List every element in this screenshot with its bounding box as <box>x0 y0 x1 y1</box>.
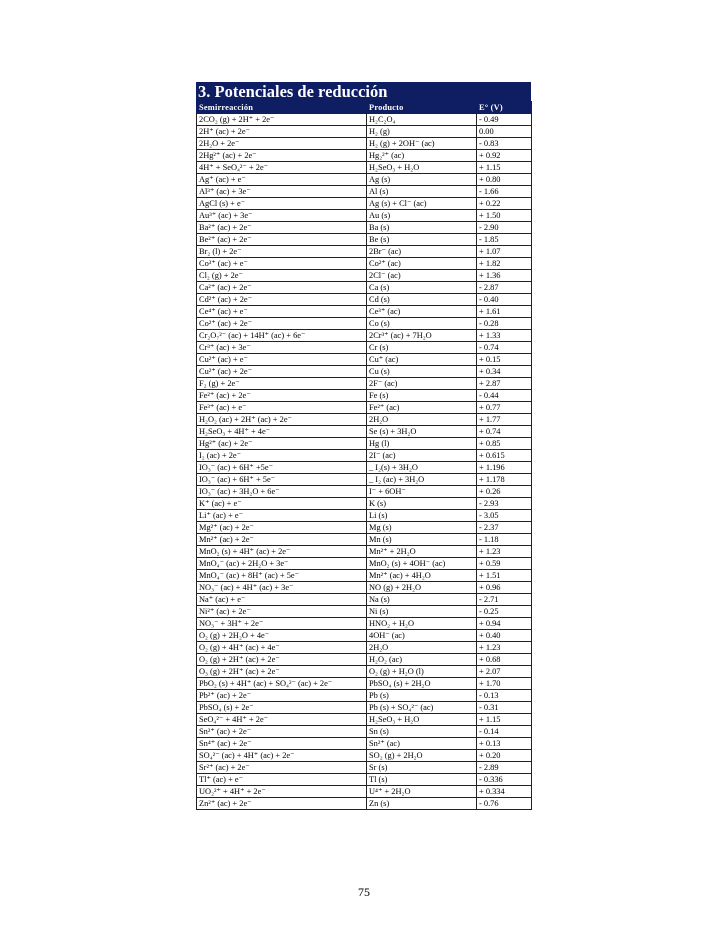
table-row <box>197 330 532 342</box>
half-reaction-cell: Ag⁺ (ac) + e⁻ <box>197 174 367 186</box>
half-reaction-cell: Cd²⁺ (ac) + 2e⁻ <box>197 294 367 306</box>
potential-cell: + 1.23 <box>477 546 532 558</box>
table-row <box>197 210 532 222</box>
half-reaction-cell: H₂SeO₃ + 4H⁺ + 4e⁻ <box>197 426 367 438</box>
product-cell: Na (s) <box>367 594 477 606</box>
product-cell: NO (g) + 2H₂O <box>367 582 477 594</box>
table-row <box>197 366 532 378</box>
product-cell: Li (s) <box>367 510 477 522</box>
half-reaction-cell: NO₃⁻ (ac) + 4H⁺ (ac) + 3e⁻ <box>197 582 367 594</box>
product-cell: U⁴⁺ + 2H₂O <box>367 786 477 798</box>
table-row <box>197 546 532 558</box>
table-row <box>197 306 532 318</box>
potential-cell: - 0.28 <box>477 318 532 330</box>
potential-cell: - 2.71 <box>477 594 532 606</box>
table-row <box>197 702 532 714</box>
potential-cell: + 0.92 <box>477 150 532 162</box>
potential-cell: + 0.68 <box>477 654 532 666</box>
potential-cell: - 0.336 <box>477 774 532 786</box>
product-cell: Mn (s) <box>367 534 477 546</box>
half-reaction-cell: Fe²⁺ (ac) + 2e⁻ <box>197 390 367 402</box>
table-body <box>197 114 532 810</box>
half-reaction-cell: Pb²⁺ (ac) + 2e⁻ <box>197 690 367 702</box>
table-row <box>197 198 532 210</box>
product-cell: Sn (s) <box>367 726 477 738</box>
product-cell: Ag (s) + Cl⁻ (ac) <box>367 198 477 210</box>
table-row <box>197 402 532 414</box>
half-reaction-cell: Co²⁺ (ac) + 2e⁻ <box>197 318 367 330</box>
product-cell: Cu (s) <box>367 366 477 378</box>
product-cell: Mn²⁺ (ac) + 4H₂O <box>367 570 477 582</box>
table-row <box>197 738 532 750</box>
half-reaction-cell: O₂ (g) + 2H₂O + 4e⁻ <box>197 630 367 642</box>
potential-cell: - 2.37 <box>477 522 532 534</box>
potential-cell: + 1.196 <box>477 462 532 474</box>
table-row <box>197 174 532 186</box>
half-reaction-cell: PbSO₄ (s) + 2e⁻ <box>197 702 367 714</box>
potential-cell: - 2.90 <box>477 222 532 234</box>
half-reaction-cell: F₂ (g) + 2e⁻ <box>197 378 367 390</box>
product-cell: Au (s) <box>367 210 477 222</box>
product-cell: MnO₂ (s) + 4OH⁻ (ac) <box>367 558 477 570</box>
potential-cell: + 1.07 <box>477 246 532 258</box>
table-row <box>197 678 532 690</box>
half-reaction-cell: K⁺ (ac) + e⁻ <box>197 498 367 510</box>
half-reaction-cell: IO₃⁻ (ac) + 6H⁺ + 5e⁻ <box>197 474 367 486</box>
half-reaction-cell: Ca²⁺ (ac) + 2e⁻ <box>197 282 367 294</box>
product-cell: 2H₂O <box>367 414 477 426</box>
product-cell: H₂SeO₃ + H₂O <box>367 162 477 174</box>
half-reaction-cell: Tl⁺ (ac) + e⁻ <box>197 774 367 786</box>
table-row <box>197 426 532 438</box>
product-cell: Pb (s) <box>367 690 477 702</box>
potential-cell: + 0.85 <box>477 438 532 450</box>
product-cell: Cr (s) <box>367 342 477 354</box>
table-row <box>197 798 532 810</box>
table-row <box>197 342 532 354</box>
half-reaction-cell: Mg²⁺ (ac) + 2e⁻ <box>197 522 367 534</box>
document-page <box>196 82 531 810</box>
product-cell: H₂ (g) <box>367 126 477 138</box>
potential-cell: + 1.77 <box>477 414 532 426</box>
half-reaction-cell: Ni²⁺ (ac) + 2e⁻ <box>197 606 367 618</box>
half-reaction-cell: Zn²⁺ (ac) + 2e⁻ <box>197 798 367 810</box>
product-cell: Tl (s) <box>367 774 477 786</box>
potential-cell: - 2.93 <box>477 498 532 510</box>
table-row <box>197 234 532 246</box>
table-row <box>197 378 532 390</box>
product-cell: I⁻ + 6OH⁻ <box>367 486 477 498</box>
potential-cell: + 1.15 <box>477 162 532 174</box>
page-number: 75 <box>358 885 370 899</box>
product-cell: K (s) <box>367 498 477 510</box>
product-cell: Be (s) <box>367 234 477 246</box>
half-reaction-cell: IO₃⁻ (ac) + 6H⁺ +5e⁻ <box>197 462 367 474</box>
potential-cell: - 0.76 <box>477 798 532 810</box>
table-row <box>197 222 532 234</box>
potential-cell: + 0.615 <box>477 450 532 462</box>
table-row <box>197 318 532 330</box>
table-row <box>197 594 532 606</box>
table-row <box>197 606 532 618</box>
potential-cell: + 0.15 <box>477 354 532 366</box>
product-cell: H₂O₂ (ac) <box>367 654 477 666</box>
half-reaction-cell: Cu²⁺ (ac) + 2e⁻ <box>197 366 367 378</box>
product-cell: H₂SeO₃ + H₂O <box>367 714 477 726</box>
product-cell: Se (s) + 3H₂O <box>367 426 477 438</box>
half-reaction-cell: Br₂ (l) + 2e⁻ <box>197 246 367 258</box>
table-row <box>197 486 532 498</box>
product-cell: SO₂ (g) + 2H₂O <box>367 750 477 762</box>
potential-cell: + 1.70 <box>477 678 532 690</box>
product-cell: 2H₂O <box>367 642 477 654</box>
half-reaction-cell: 2H⁺ (ac) + 2e⁻ <box>197 126 367 138</box>
table-row <box>197 762 532 774</box>
half-reaction-cell: Cr₂O₇²⁻ (ac) + 14H⁺ (ac) + 6e⁻ <box>197 330 367 342</box>
table-row <box>197 726 532 738</box>
half-reaction-cell: AgCl (s) + e⁻ <box>197 198 367 210</box>
half-reaction-cell: Cl₂ (g) + 2e⁻ <box>197 270 367 282</box>
table-row <box>197 282 532 294</box>
table-row <box>197 390 532 402</box>
product-cell: Ag (s) <box>367 174 477 186</box>
product-cell: Cu⁺ (ac) <box>367 354 477 366</box>
table-row <box>197 750 532 762</box>
table-row <box>197 654 532 666</box>
product-cell: _ I₂(s) + 3H₂O <box>367 462 477 474</box>
potential-cell: - 2.87 <box>477 282 532 294</box>
half-reaction-cell: Ce⁴⁺ (ac) + e⁻ <box>197 306 367 318</box>
product-cell: 2Cr³⁺ (ac) + 7H₂O <box>367 330 477 342</box>
potential-cell: - 0.83 <box>477 138 532 150</box>
product-cell: O₂ (g) + H₂O (l) <box>367 666 477 678</box>
half-reaction-cell: Hg²⁺ (ac) + 2e⁻ <box>197 438 367 450</box>
product-cell: Mg (s) <box>367 522 477 534</box>
header-semirreaccion: Semirreacción <box>197 102 367 114</box>
potential-cell: + 1.51 <box>477 570 532 582</box>
half-reaction-cell: Li⁺ (ac) + e⁻ <box>197 510 367 522</box>
potential-cell: - 0.49 <box>477 114 532 126</box>
table-row <box>197 618 532 630</box>
half-reaction-cell: H₂O₂ (ac) + 2H⁺ (ac) + 2e⁻ <box>197 414 367 426</box>
potential-cell: - 0.40 <box>477 294 532 306</box>
potential-cell: - 2.89 <box>477 762 532 774</box>
product-cell: 4OH⁻ (ac) <box>367 630 477 642</box>
product-cell: H₂C₂O₄ <box>367 114 477 126</box>
table-row <box>197 534 532 546</box>
potential-cell: - 1.66 <box>477 186 532 198</box>
product-cell: Co²⁺ (ac) <box>367 258 477 270</box>
potential-cell: + 2.87 <box>477 378 532 390</box>
half-reaction-cell: UO₂²⁺ + 4H⁺ + 2e⁻ <box>197 786 367 798</box>
product-cell: Cd (s) <box>367 294 477 306</box>
potential-cell: 0.00 <box>477 126 532 138</box>
potential-cell: - 0.14 <box>477 726 532 738</box>
table-row <box>197 510 532 522</box>
half-reaction-cell: 2H₂O + 2e⁻ <box>197 138 367 150</box>
product-cell: Hg₂²⁺ (ac) <box>367 150 477 162</box>
potential-cell: + 0.40 <box>477 630 532 642</box>
table-row <box>197 714 532 726</box>
half-reaction-cell: 2Hg²⁺ (ac) + 2e⁻ <box>197 150 367 162</box>
potential-cell: + 0.96 <box>477 582 532 594</box>
product-cell: HNO₂ + H₂O <box>367 618 477 630</box>
product-cell: Al (s) <box>367 186 477 198</box>
half-reaction-cell: Fe³⁺ (ac) + e⁻ <box>197 402 367 414</box>
half-reaction-cell: MnO₄⁻ (ac) + 8H⁺ (ac) + 5e⁻ <box>197 570 367 582</box>
potential-cell: + 0.80 <box>477 174 532 186</box>
potential-cell: - 0.13 <box>477 690 532 702</box>
half-reaction-cell: Ba²⁺ (ac) + 2e⁻ <box>197 222 367 234</box>
table-row <box>197 138 532 150</box>
product-cell: Zn (s) <box>367 798 477 810</box>
potential-cell: - 0.44 <box>477 390 532 402</box>
half-reaction-cell: O₃ (g) + 2H⁺ (ac) + 2e⁻ <box>197 666 367 678</box>
potential-cell: + 0.334 <box>477 786 532 798</box>
header-producto: Producto <box>367 102 477 114</box>
half-reaction-cell: SO₄²⁻ (ac) + 4H⁺ (ac) + 2e⁻ <box>197 750 367 762</box>
table-row <box>197 774 532 786</box>
potential-cell: + 1.15 <box>477 714 532 726</box>
half-reaction-cell: Cu²⁺ (ac) + e⁻ <box>197 354 367 366</box>
product-cell: 2F⁻ (ac) <box>367 378 477 390</box>
potential-cell: + 0.34 <box>477 366 532 378</box>
half-reaction-cell: Sn²⁺ (ac) + 2e⁻ <box>197 726 367 738</box>
potential-cell: - 0.25 <box>477 606 532 618</box>
potential-cell: + 1.36 <box>477 270 532 282</box>
product-cell: Pb (s) + SO₄²⁻ (ac) <box>367 702 477 714</box>
half-reaction-cell: PbO₂ (s) + 4H⁺ (ac) + SO₄²⁻ (ac) + 2e⁻ <box>197 678 367 690</box>
table-row <box>197 150 532 162</box>
table-row <box>197 522 532 534</box>
table-row <box>197 114 532 126</box>
product-cell: 2Cl⁻ (ac) <box>367 270 477 282</box>
half-reaction-cell: MnO₄⁻ (ac) + 2H₂O + 3e⁻ <box>197 558 367 570</box>
potential-cell: + 0.77 <box>477 402 532 414</box>
product-cell: Ca (s) <box>367 282 477 294</box>
product-cell: Hg (l) <box>367 438 477 450</box>
potential-cell: + 0.22 <box>477 198 532 210</box>
potential-cell: + 0.74 <box>477 426 532 438</box>
potential-cell: + 0.94 <box>477 618 532 630</box>
half-reaction-cell: O₂ (g) + 2H⁺ (ac) + 2e⁻ <box>197 654 367 666</box>
half-reaction-cell: NO₃⁻ + 3H⁺ + 2e⁻ <box>197 618 367 630</box>
table-row <box>197 666 532 678</box>
potential-cell: - 1.85 <box>477 234 532 246</box>
potential-cell: + 1.23 <box>477 642 532 654</box>
potential-cell: - 0.31 <box>477 702 532 714</box>
half-reaction-cell: Cr³⁺ (ac) + 3e⁻ <box>197 342 367 354</box>
half-reaction-cell: MnO₂ (s) + 4H⁺ (ac) + 2e⁻ <box>197 546 367 558</box>
potential-cell: + 0.59 <box>477 558 532 570</box>
table-row <box>197 270 532 282</box>
half-reaction-cell: Be²⁺ (ac) + 2e⁻ <box>197 234 367 246</box>
potential-cell: + 1.50 <box>477 210 532 222</box>
table-row <box>197 642 532 654</box>
potential-cell: + 0.20 <box>477 750 532 762</box>
table-row <box>197 126 532 138</box>
table-row <box>197 462 532 474</box>
half-reaction-cell: IO₃⁻ (ac) + 3H₂O + 6e⁻ <box>197 486 367 498</box>
table-row <box>197 186 532 198</box>
half-reaction-cell: 4H⁺ + SeO₄²⁻ + 2e⁻ <box>197 162 367 174</box>
table-row <box>197 258 532 270</box>
potential-cell: + 0.26 <box>477 486 532 498</box>
product-cell: Ba (s) <box>367 222 477 234</box>
half-reaction-cell: Sr²⁺ (ac) + 2e⁻ <box>197 762 367 774</box>
table-row <box>197 690 532 702</box>
product-cell: 2Br⁻ (ac) <box>367 246 477 258</box>
product-cell: PbSO₄ (s) + 2H₂O <box>367 678 477 690</box>
product-cell: H₂ (g) + 2OH⁻ (ac) <box>367 138 477 150</box>
table-row <box>197 354 532 366</box>
table-header-row <box>197 102 532 114</box>
product-cell: _ I₂ (ac) + 3H₂O <box>367 474 477 486</box>
table-row <box>197 570 532 582</box>
potential-cell: + 0.13 <box>477 738 532 750</box>
product-cell: 2I⁻ (ac) <box>367 450 477 462</box>
table-row <box>197 294 532 306</box>
potential-cell: + 1.61 <box>477 306 532 318</box>
product-cell: Co (s) <box>367 318 477 330</box>
half-reaction-cell: SeO₄²⁻ + 4H⁺ + 2e⁻ <box>197 714 367 726</box>
table-row <box>197 438 532 450</box>
table-row <box>197 786 532 798</box>
potential-cell: + 1.178 <box>477 474 532 486</box>
half-reaction-cell: Co³⁺ (ac) + e⁻ <box>197 258 367 270</box>
half-reaction-cell: Al³⁺ (ac) + 3e⁻ <box>197 186 367 198</box>
product-cell: Mn²⁺ + 2H₂O <box>367 546 477 558</box>
table-row <box>197 474 532 486</box>
table-row <box>197 498 532 510</box>
table-row <box>197 582 532 594</box>
table-row <box>197 450 532 462</box>
half-reaction-cell: O₂ (g) + 4H⁺ (ac) + 4e⁻ <box>197 642 367 654</box>
table-row <box>197 414 532 426</box>
section-title: 3. Potenciales de reducción <box>196 82 531 101</box>
table-row <box>197 558 532 570</box>
potential-cell: + 1.82 <box>477 258 532 270</box>
half-reaction-cell: Na⁺ (ac) + e⁻ <box>197 594 367 606</box>
header-potential: E° (V) <box>477 102 532 114</box>
half-reaction-cell: Mn²⁺ (ac) + 2e⁻ <box>197 534 367 546</box>
product-cell: Sr (s) <box>367 762 477 774</box>
potential-cell: + 2.07 <box>477 666 532 678</box>
potential-cell: + 1.33 <box>477 330 532 342</box>
half-reaction-cell: Au³⁺ (ac) + 3e⁻ <box>197 210 367 222</box>
half-reaction-cell: 2CO₂ (g) + 2H⁺ + 2e⁻ <box>197 114 367 126</box>
potential-cell: - 0.74 <box>477 342 532 354</box>
product-cell: Fe²⁺ (ac) <box>367 402 477 414</box>
product-cell: Ni (s) <box>367 606 477 618</box>
potential-cell: - 3.05 <box>477 510 532 522</box>
potential-cell: - 1.18 <box>477 534 532 546</box>
product-cell: Ce³⁺ (ac) <box>367 306 477 318</box>
product-cell: Sn²⁺ (ac) <box>367 738 477 750</box>
table-row <box>197 246 532 258</box>
table-row <box>197 162 532 174</box>
table-row <box>197 630 532 642</box>
half-reaction-cell: I₂ (ac) + 2e⁻ <box>197 450 367 462</box>
product-cell: Fe (s) <box>367 390 477 402</box>
reduction-potentials-table <box>196 101 532 810</box>
half-reaction-cell: Sn⁴⁺ (ac) + 2e⁻ <box>197 738 367 750</box>
